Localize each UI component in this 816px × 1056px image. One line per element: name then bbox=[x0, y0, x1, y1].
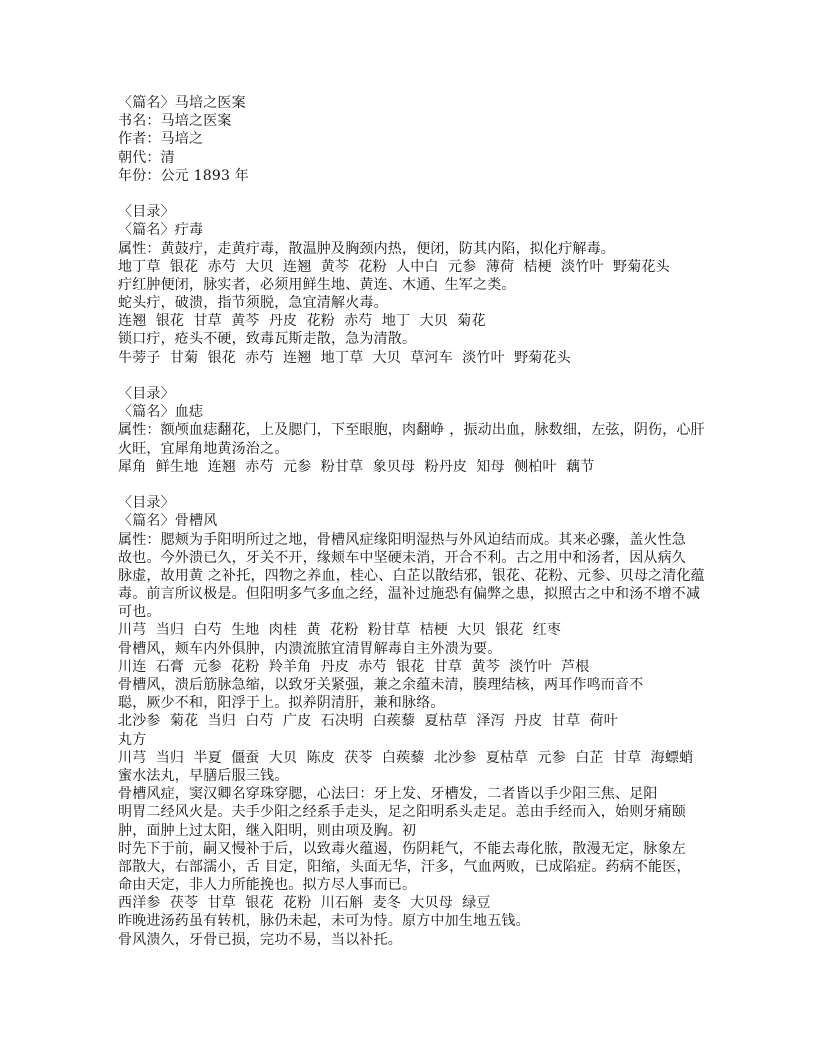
text-line: 朝代：清 bbox=[118, 149, 175, 166]
text-line: 属性：额颅血痣翻花，上及腮门，下至眼胞，肉翻峥 ，振动出血，脉数细，左弦，阴伤，心肝 bbox=[118, 422, 705, 439]
text-line: 〈目录〉 bbox=[118, 495, 175, 512]
text-line: 蛇头疔，破溃，指节须脱，急宜清解火毒。 bbox=[118, 295, 388, 312]
text-line: 地丁草 银花 赤芍 大贝 连翘 黄芩 花粉 人中白 元参 薄荷 桔梗 淡竹叶 野菊花头 bbox=[118, 258, 670, 275]
text-line: 昨晚进汤药虽有转机，脉仍未起，未可为恃。原方中加生地五钱。 bbox=[118, 913, 530, 930]
blank-line bbox=[118, 476, 705, 494]
text-line: 时先下于前，嗣又慢补于后，以致毒火蕴遏，伤阴耗气，不能去毒化脓，散漫无定，脉象左 bbox=[118, 840, 686, 857]
text-line: 丸方 bbox=[118, 731, 147, 748]
text-line: 作者：马培之 bbox=[118, 131, 204, 148]
text-line: 犀角 鲜生地 连翘 赤芍 元参 粉甘草 象贝母 粉丹皮 知母 侧柏叶 藕节 bbox=[118, 458, 595, 475]
text-line: 故也。今外溃已久，牙关不开，缘颊车中坚硬未消，开合不利。古之用中和汤者，因从病久 bbox=[118, 549, 686, 566]
text-line: 川芎 当归 半夏 僵蚕 大贝 陈皮 茯苓 白蒺藜 北沙参 夏枯草 元参 白芷 甘草 海螵蛸 bbox=[118, 749, 694, 766]
text-line: 牛蒡子 甘菊 银花 赤芍 连翘 地丁草 大贝 草河车 淡竹叶 野菊花头 bbox=[118, 349, 571, 366]
text-line: 火旺，宜犀角地黄汤治之。 bbox=[118, 440, 289, 457]
text-line: 锁口疔，疮头不硬，致毒瓦斯走散，急为清散。 bbox=[118, 331, 417, 348]
text-line: 〈篇名〉疔毒 bbox=[118, 222, 204, 239]
text-line: 〈篇名〉马培之医案 bbox=[118, 95, 246, 111]
text-line: 骨风溃久，牙骨已损，完功不易，当以补托。 bbox=[118, 931, 402, 948]
text-line: 〈篇名〉骨槽风 bbox=[118, 513, 218, 530]
text-line: 属性：黄鼓疔，走黄疔毒，散温肿及胸颈内热，便闭，防其内陷，拟化疔解毒。 bbox=[118, 240, 615, 257]
text-line: 聪，厥少不和，阳浮于上。拟养阴清肝，兼和脉络。 bbox=[118, 695, 445, 712]
text-line: 骨槽风，溃后筋脉急缩，以致牙关紧强，兼之余蕴未清，腠理结核，两耳作鸣而音不 bbox=[118, 677, 644, 693]
text-line: 书名：马培之医案 bbox=[118, 113, 232, 130]
text-line: 明胃二经风火是。夫手少阳之经系手走头，足之阳明系头走足。恙由手经而入，始则牙痛颐 bbox=[118, 804, 686, 821]
document-body bbox=[118, 94, 705, 949]
text-line: 骨槽风，颊车内外俱肿，内溃流脓宜清胃解毒自主外溃为要。 bbox=[118, 640, 502, 657]
text-line: 可也。 bbox=[118, 604, 161, 621]
text-line: 连翘 银花 甘草 黄芩 丹皮 花粉 赤芍 地丁 大贝 菊花 bbox=[118, 313, 486, 330]
text-line: 〈目录〉 bbox=[118, 386, 175, 402]
text-line: 〈篇名〉血痣 bbox=[118, 404, 204, 421]
blank-line bbox=[118, 367, 705, 385]
text-line: 部散大，右部濡小，舌 目定，阳缩，头面无华，汗多，气血两败，已成陷症。药病不能医， bbox=[118, 858, 691, 875]
blank-line bbox=[118, 185, 705, 203]
text-line: 川连 石膏 元参 花粉 羚羊角 丹皮 赤芍 银花 甘草 黄芩 淡竹叶 芦根 bbox=[118, 658, 590, 675]
text-line: 西洋参 茯苓 甘草 银花 花粉 川石斛 麦冬 大贝母 绿豆 bbox=[118, 895, 491, 912]
text-line: 年份：公元 1893 年 bbox=[118, 167, 249, 184]
text-line: 毒。前言所议极是。但阳明多气多血之经，温补过施恐有偏弊之患，拟照古之中和汤不增不减 bbox=[118, 586, 701, 603]
text-line: 属性：腮颊为手阳明所过之地，骨槽风症缘阳明湿热与外风迫结而成。其来必骤，盖火性急 bbox=[118, 531, 686, 548]
text-line: 脉虚，故用黄 之补托，四物之养血，桂心、白芷以散结邪，银花、花粉、元参、贝母之清化蕴 bbox=[118, 567, 705, 584]
text-line: 命由天定，非人力所能挽也。拟方尽人事而已。 bbox=[118, 877, 417, 894]
text-line: 肿，面肿上过太阳，继入阳明，则由项及胸。初 bbox=[118, 822, 417, 839]
text-line: 川芎 当归 白芍 生地 肉桂 黄 花粉 粉甘草 桔梗 大贝 银花 红枣 bbox=[118, 622, 562, 639]
text-line: 骨槽风症，窦汉卿名穿珠穿腮，心法曰：牙上发、牙槽发，二者皆以手少阳三焦、足阳 bbox=[118, 786, 658, 803]
text-line: 蜜水法丸，早膳后服三钱。 bbox=[118, 767, 289, 784]
text-line: 疔红肿便闭，脉实者，必须用鲜生地、黄连、木通、生军之类。 bbox=[118, 276, 516, 293]
text-line: 〈目录〉 bbox=[118, 204, 175, 221]
text-line: 北沙参 菊花 当归 白芍 广皮 石决明 白蒺藜 夏枯草 泽泻 丹皮 甘草 荷叶 bbox=[118, 713, 618, 730]
